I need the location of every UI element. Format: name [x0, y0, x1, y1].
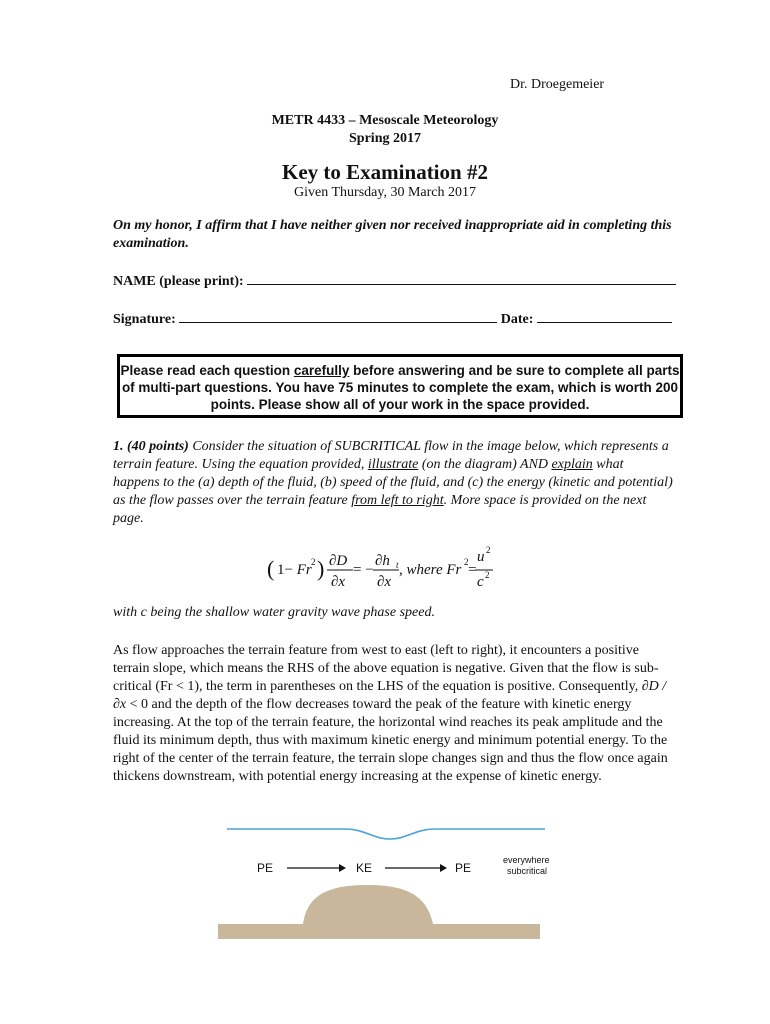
- date-label: Date:: [500, 312, 534, 327]
- water-surface-line: [227, 829, 545, 839]
- q1-underline-1: illustrate: [367, 457, 419, 472]
- answer-part-2: < 0 and the depth of the flow decreases toward the peak of the feature with kinetic energy increasing. At the top of the terrain feature, the horizontal wind reaches its peak amplitude and the fluid its minimum depth, thus with maximum kinetic energy and minimum potential energy. To the right of the center of the terrain feature, the terrain slope changes sign and thus the flow once again thickens downstream, with potential energy increasing at the expense of kinetic energy.: [113, 697, 668, 784]
- date-line[interactable]: [537, 310, 672, 323]
- term: Spring 2017: [349, 131, 421, 146]
- exam-date: Given Thursday, 30 March 2017: [294, 185, 476, 200]
- eq-exp-1: 2: [311, 557, 316, 567]
- instructions-post: before answering and be sure to complete all parts of multi-part questions. You have 75 minutes to complete the exam, which is worth 200 points. Please show all of your work in the space provided.: [121, 363, 680, 412]
- instructions-pre: Please read each question: [120, 363, 294, 378]
- q1-text-1: Consider the situation of SUBCRITICAL flow in the image below, which represents a terrain feature. Using the equation provided,: [113, 439, 669, 472]
- ke-label: KE: [356, 861, 373, 875]
- eq-dx-2: ∂x: [377, 574, 392, 590]
- terrain-diagram: [215, 815, 555, 945]
- signature-line[interactable]: [179, 310, 497, 323]
- eq-one-minus: 1− Fr: [277, 562, 312, 578]
- instructions-box: [117, 354, 683, 418]
- answer-expression: ∂D / ∂x: [113, 679, 667, 712]
- eq-equals: = −: [353, 562, 374, 578]
- eq-dht: ∂h: [375, 553, 390, 569]
- name-line[interactable]: [247, 272, 676, 285]
- name-label: NAME (please print):: [113, 274, 244, 289]
- eq-dx-1: ∂x: [331, 574, 346, 590]
- eq-exp-u: 2: [486, 545, 491, 555]
- eq-paren-close: ): [317, 556, 325, 581]
- pe-left-label: PE: [257, 861, 274, 875]
- eq-equals-2: =: [468, 562, 477, 578]
- answer-part-1: As flow approaches the terrain feature from west to east (left to right), it encounters a positive terrain slope, which means the RHS of the above equation is negative. Given that the flow is sub-critical (Fr < 1), the term in parentheses on the LHS of the equation is positive. Consequently,: [113, 643, 659, 694]
- arrow-2-head: [440, 864, 447, 872]
- note-line-2: subcritical: [507, 866, 548, 876]
- q1-text-2: (on the diagram) AND: [418, 457, 552, 472]
- question-points: 1. (40 points): [113, 439, 189, 454]
- eq-sub-t: t: [396, 560, 399, 570]
- eq-exp-2: 2: [464, 557, 469, 567]
- equation: [265, 543, 505, 593]
- honor-statement: On my honor, I affirm that I have neither given nor received inappropriate aid in completing this examination.: [113, 218, 672, 251]
- question-1: [113, 438, 673, 528]
- signature-field: [113, 310, 672, 328]
- q1-text-3: what happens to the (a) depth of the fluid, (b) speed of the fluid, and (c) the energy (kinetic and potential) as the flow passes over the terrain feature: [113, 457, 673, 508]
- course-title: METR 4433 – Mesoscale Meteorology: [271, 113, 499, 128]
- eq-u: u: [477, 549, 485, 565]
- eq-paren-open: (: [267, 556, 275, 581]
- name-field: [113, 272, 676, 290]
- instructions-emph: carefully: [293, 363, 350, 378]
- eq-exp-c: 2: [485, 570, 490, 580]
- c-note: with c being the shallow water gravity wave phase speed.: [113, 605, 435, 620]
- signature-label: Signature:: [113, 312, 176, 327]
- q1-underline-3: from left to right: [351, 493, 444, 508]
- eq-c: c: [477, 574, 484, 590]
- note-line-1: everywhere: [503, 855, 550, 865]
- page-title: Key to Examination #2: [282, 160, 488, 184]
- answer-text: [113, 642, 668, 786]
- eq-where: , where Fr: [399, 562, 462, 578]
- arrow-1-head: [339, 864, 346, 872]
- q1-text-4: . More space is provided on the next page.: [113, 493, 647, 526]
- q1-underline-2: explain: [551, 457, 593, 472]
- terrain-feature: [218, 885, 540, 939]
- eq-dD: ∂D: [329, 553, 348, 569]
- author: Dr. Droegemeier: [510, 77, 605, 92]
- pe-right-label: PE: [455, 861, 472, 875]
